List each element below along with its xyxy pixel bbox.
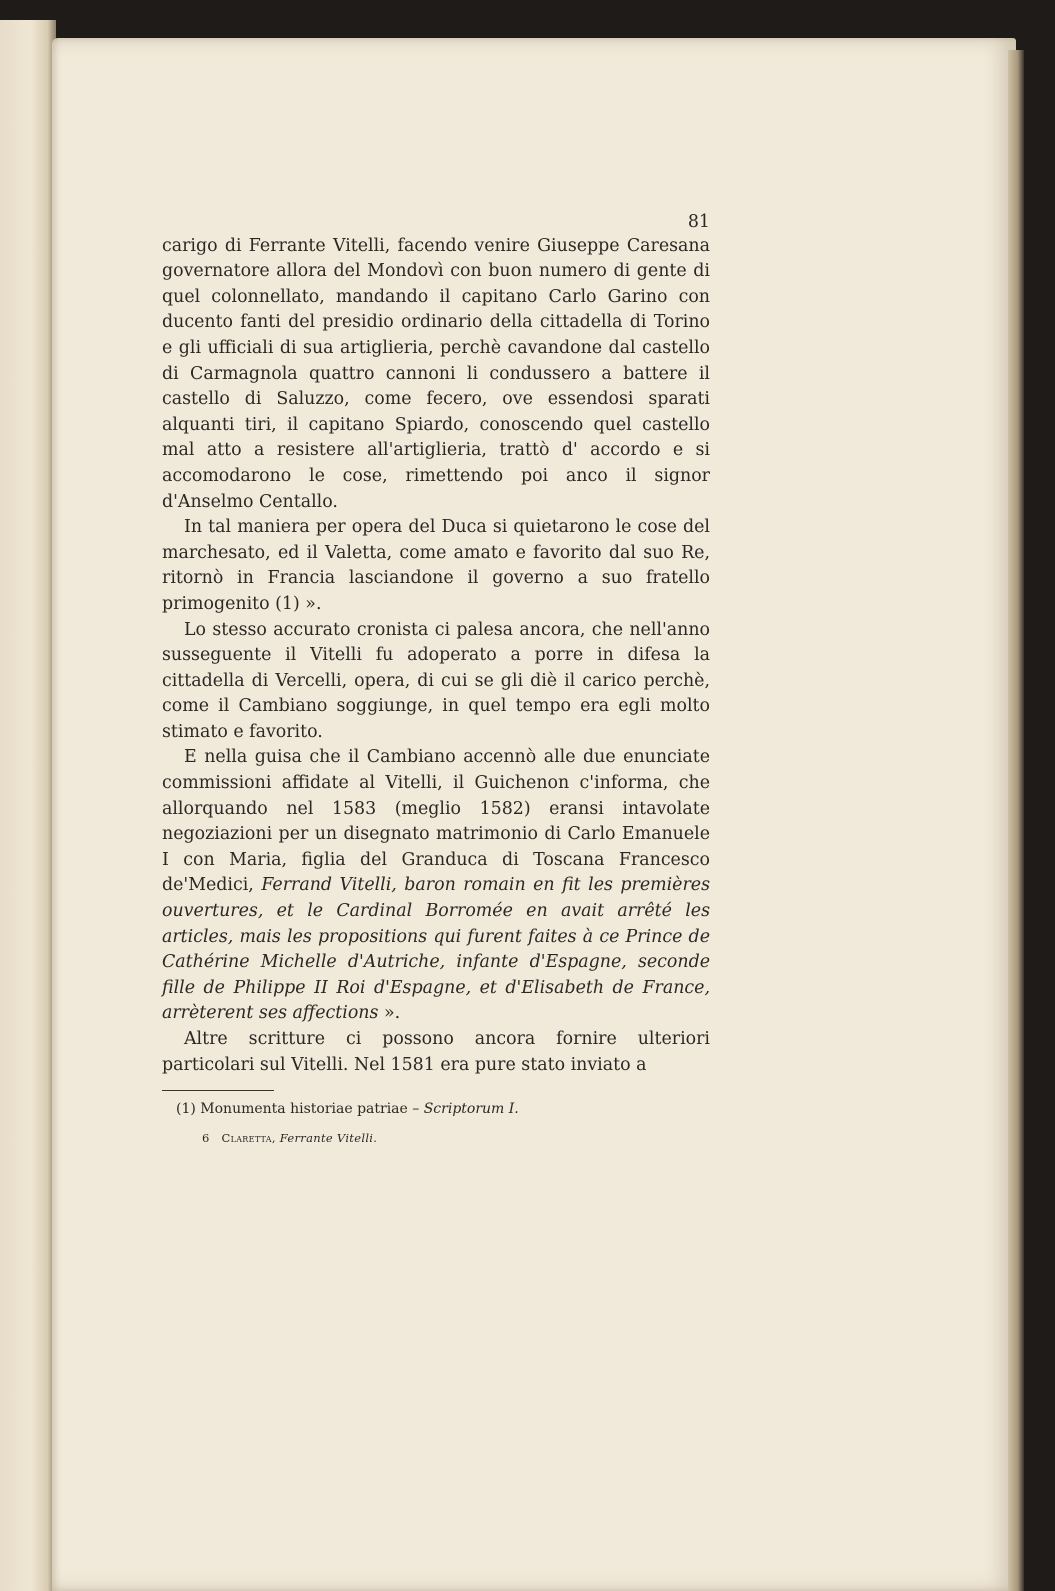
quote-close: ». xyxy=(383,1003,401,1024)
footnote-divider xyxy=(162,1090,274,1091)
footnote-text: Monumenta historiae patriae – xyxy=(200,1101,420,1118)
paragraph-4-text: E nella guisa che il Cambiano accennò alle due enunciate commissioni affidate al Vitelli, il Guichenon c'informa, che allorquando nel 1583 (meglio 1582) eransi intavolate negoziazioni per un disegnato matrimonio di Carlo Emanuele I con Maria, figlia del Granduca di Toscana Francesco de'Medici, xyxy=(162,747,710,896)
signature-title: Ferrante Vitelli. xyxy=(279,1131,378,1146)
footnote-italic: Scriptorum I. xyxy=(423,1101,519,1118)
paragraph-2: In tal maniera per opera del Duca si quietarono le cose del marchesato, ed il Valetta, come amato e favorito dal suo Re, ritornò in Francia lasciandone il governo a suo fratello primogenito (1) ». xyxy=(162,517,710,614)
paragraph-5: Altre scritture ci possono ancora fornire ulteriori particolari sul Vitelli. Nel 1581 era pure stato inviato a xyxy=(162,1029,710,1075)
paragraph-3: Lo stesso accurato cronista ci palesa ancora, che nell'anno susseguente il Vitelli fu adoperato a porre in difesa la cittadella di Vercelli, opera, di cui se gli diè il carico perchè, come il Cambiano soggiunge, in quel tempo era egli molto stimato e favorito. xyxy=(162,619,710,742)
page-number: 81 xyxy=(687,212,710,232)
signature-sheet: 6 xyxy=(202,1131,210,1146)
page-text-block xyxy=(162,210,710,1147)
guichenon-quote: Ferrand Vitelli, baron romain en fit les premières ouvertures, et le Cardinal Borromée en avait arrêté les articles, mais les propositions qui furent faites à ce Prince de Cathérine Michelle d'Autriche, infante d'Espagne, seconde fille de Philippe II Roi d'Espagne, et d'Elisabeth de France, arrèterent ses affections xyxy=(162,875,710,1024)
page-edge-shadow xyxy=(1008,50,1024,1591)
previous-page-edge xyxy=(0,20,56,1591)
signature-author: Claretta xyxy=(221,1131,272,1146)
printer-signature: 6 Claretta, Ferrante Vitelli. xyxy=(202,1131,378,1146)
paragraph-4 xyxy=(162,745,710,1027)
paragraph-1: carigo di Ferrante Vitelli, facendo venire Giuseppe Caresana governatore allora del Mondovì con buon numero di gente di quel colonnellato, mandando il capitano Carlo Garino con ducento fanti del presidio ordinario della cittadella di Torino e gli ufficiali di sua artiglieria, perchè cavandone dal castello di Carmagnola quattro cannoni li condussero a battere il castello di Saluzzo, come fecero, ove essendosi sparati alquanti tiri, il capitano Spiardo, conoscendo quel castello mal atto a resistere all'artiglieria, trattò d' accordo e si accomodarono le cose, rimettendo poi anco il signor d'Anselmo Centallo. xyxy=(162,235,710,512)
footnote-marker: (1) xyxy=(176,1101,196,1118)
footnote xyxy=(162,1099,710,1119)
